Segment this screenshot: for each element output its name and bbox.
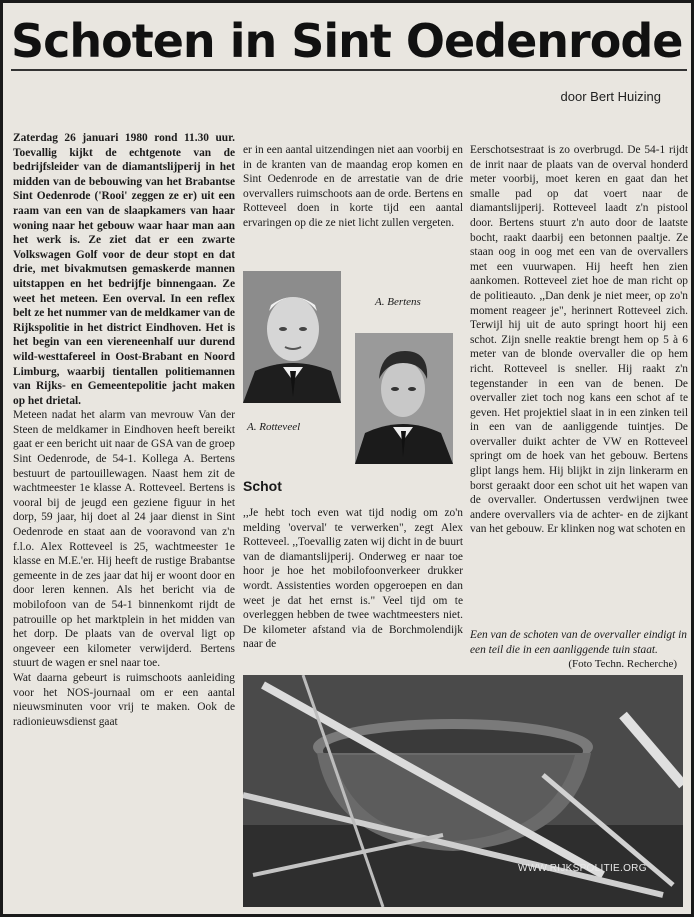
caption-bertens: A. Bertens [375,296,421,308]
column-2-top-paragraph: er in een aantal uitzendingen niet aan voorbij en in de kranten van de maandag erop komen en Sint Oedenrode en de arrestatie van de drie overvallers ruimschoots aan de orde. Bertens en Rotteveel doen in korte tijd een aantal ervaringen op die ze niet licht zullen vergeten. [243,144,463,229]
byline: door Bert Huizing [560,89,661,104]
body-paragraph-2: Wat daarna gebeurt is ruimschoots aanleiding voor het NOS-journaal om er een aantal nieuwsminuten voor vrij te maken. Ook de radionieuwsdienst gaat [13,671,235,728]
portrait-rotteveel [355,333,453,464]
caption-rotteveel: A. Rotteveel [247,421,301,433]
lead-paragraph: Zaterdag 26 januari 1980 rond 11.30 uur. Toevallig kijkt de echtgenote van de bedrijfsleider van de diamantslijperij in het midden van de bebouwing van het Brabantse Sint Oedenrode ('Rooi' zeggen ze er) uit een raam van een van de slaapkamers van haar woning naar het gebouw waar haar man aan het werk is. Ze ziet dat er een zwarte Volkswagen Golf voor de deur stopt en dat drie, met bivakmutsen gemaskerde mannen uitstappen en het bedrijfje binnengaan. Ze weet het meteen. Een overval. In een reflex belt ze het nummer van de meldkamer van de Rijkspolitie in het district Eindhoven. Het is het begin van een viereneenhalf uur durend wild-westtafereel in Oost-Brabant en Noord Limburg, waarbij tientallen politiemannen van Rijks- en Gemeentepolitie jacht maken op het drietal. [13,132,235,407]
watermark: WWW.RIJKSPOLITIE.ORG [518,863,647,874]
column-2-bottom [243,506,463,652]
column-3-paragraph: Eerschotsestraat is zo overbrugd. De 54-1 rijdt de inrit naar de plaats van de overval honderd meter voorbij, moet keren en gaat dan het smalle pad op dat voert naar de diamantslijperij. Rotteveel laadt z'n pistool door. Bertens stuurt z'n auto door de laatste bocht, raakt daarbij een betonnen paaltje. Ze staan oog in oog met een van de overvallers met een vuurwapen. Hij heeft hen zien aankomen. Rotteveel ziet hoe de man richt op de politieauto. ,,Dan denk je niet meer, op zo'n moment reageer je", herinnert Rotteveel zich. Terwijl hij uit de auto springt hoort hij een schot. Zijn snelle reaktie brengt hem op 5 à 6 meter van de blonde overvaller die op hem richt. Rotteveel is sneller. Hij raakt z'n tegenstander in een van de benen. De overvaller ziet toch nog kans een schot af te geven. Het projektiel slaat in in een zinken teil in een van de aanliggende tuintjes. De overvaller duikt achter de VW en Rotteveel springt om de hoek van het gebouw. Bertens glipt langs hem. Hij blijkt in zijn linkerarm en borst geraakt door een schot uit het wapen van de overvaller. Ondertussen verdwijnen twee andere overvallers via de achter- en de zijkant van het gebouw. Er klinken nog wat schoten en [470,144,688,536]
column-1 [13,131,235,729]
column-3 [470,143,688,537]
column-2-bottom-paragraph: ,,Je hebt toch even wat tijd nodig om zo'n melding 'overval' te verwerken", zegt Alex Rotteveel. ,,Toevallig zaten wij dicht in de buurt van de diamantslijperij. Onderweg er naar toe hoor je hoe het mobilofoonverkeer drukker wordt. Assistenties worden opgeroepen en dan weet je dat het ernst is." Veel tijd om te overleggen hebben de twee wachtmeesters niet. De kilometer afstand via de Borchmolendijk naar de [243,507,463,651]
photo-caption: Een van de schoten van de overvaller eindigt in een teil die in een aanliggende tuin staat. [470,629,687,656]
section-heading: Schot [243,478,282,494]
column-2-top [243,143,463,231]
portrait-bertens [243,271,341,403]
article-title: Schoten in Sint Oedenrode [11,13,687,71]
body-paragraph: Meteen nadat het alarm van mevrouw Van der Steen de meldkamer in Eindhoven heeft bereikt gaat er een bericht uit naar de GSA van de groep Sint Oedenrode, de 54-1. Kollega A. Bertens bestuurt de partouillewagen. Naast hem zit de wachtmeester 1e klasse A. Rotteveel. Bertens is vooral bij de jeugd een geziene figuur in het dorp, 59 jaar, hij doet al 24 jaar dienst in Sint Oedenrode en staat aan de vooravond van z'n f.l.o. Alex Rotteveel is 25, wachtmeester 1e klasse en M.E.'er. Hij heeft de rustige Brabantse gemeente in de zes jaar dat hij er woont door en door leren kennen. Als het bericht via de mobilofoon van de 54-1 binnenkomt rijdt de patrouille op het marktplein in het midden van het dorp. De plaats van de overval ligt op ongeveer een kilometer verwijderd. Bertens stuurt de wagen er snel naar toe. [13,409,235,670]
photo-credit: (Foto Techn. Recherche) [568,658,677,670]
